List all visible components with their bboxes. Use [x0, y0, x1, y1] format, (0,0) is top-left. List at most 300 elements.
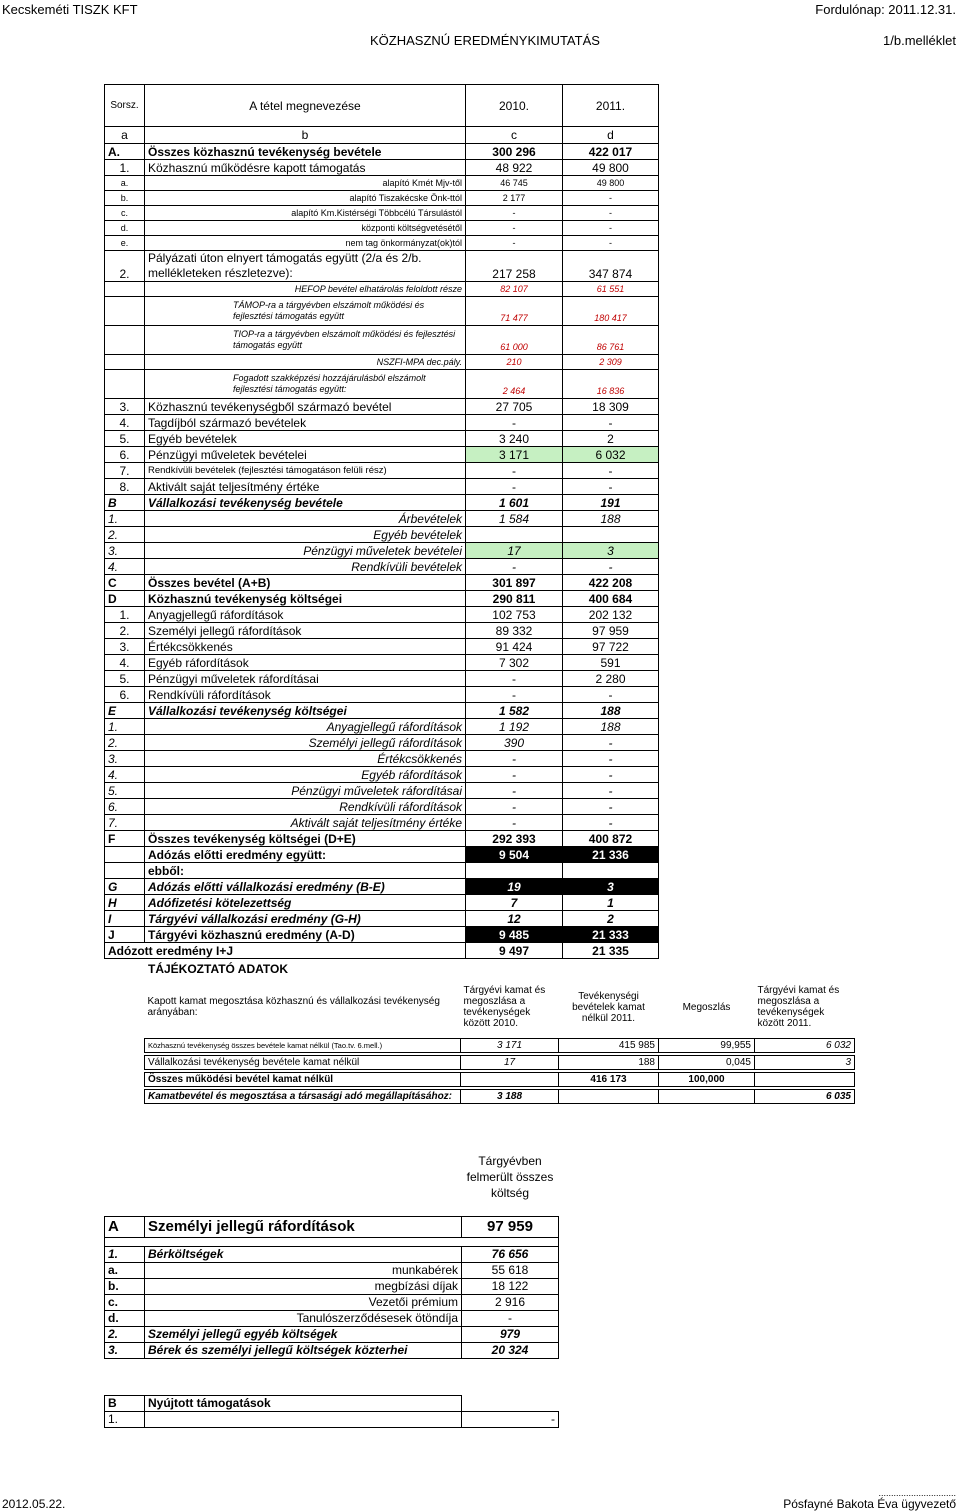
- signature-dots: ...............................: [878, 1488, 956, 1498]
- row-label: Közhasznú tevékenységből származó bevétel: [145, 399, 466, 415]
- table-row: [105, 370, 659, 399]
- row-value-2011: -: [563, 191, 659, 206]
- personnel-row-number: A: [105, 1217, 145, 1238]
- personnel-row-value: 55 618: [462, 1263, 559, 1279]
- personnel-row-value: 97 959: [462, 1217, 559, 1238]
- row-value-2011: 2 280: [563, 671, 659, 687]
- personnel-row: [105, 1343, 559, 1359]
- row-number: [105, 355, 145, 370]
- table-row: [105, 543, 659, 559]
- info-col-3: Megoszlás: [682, 1001, 731, 1013]
- row-value-2010: 9 504: [466, 847, 563, 863]
- table-row: [105, 282, 659, 297]
- row-value-2010: 48 922: [466, 160, 563, 176]
- support-title: Nyújtott támogatások: [145, 1396, 462, 1412]
- table-row: [105, 251, 659, 282]
- table-row: [105, 144, 659, 160]
- table-row: [105, 607, 659, 623]
- row-number: 2.: [105, 623, 145, 639]
- row-value-2010: 1 192: [466, 719, 563, 735]
- row-value-2010: -: [466, 799, 563, 815]
- row-label: alapító Km.Kistérségi Többcélú Társulástól: [145, 206, 466, 221]
- row-value-2011: 2: [563, 431, 659, 447]
- row-number: E: [105, 703, 145, 719]
- row-number: 1.: [105, 511, 145, 527]
- row-number: 6.: [105, 447, 145, 463]
- row-label: NSZFI-MPA dec.pály.: [145, 355, 466, 370]
- row-value-2010: 82 107: [466, 282, 563, 297]
- table-row: [105, 559, 659, 575]
- row-label: ebből:: [145, 863, 466, 879]
- row-value-2011: -: [563, 815, 659, 831]
- row-value-2011: 191: [563, 495, 659, 511]
- table-row: [105, 355, 659, 370]
- info-row: [145, 1090, 855, 1104]
- info-row-value: 3 171: [461, 1039, 559, 1053]
- table-row: [105, 655, 659, 671]
- row-label: Egyéb ráfordítások: [145, 655, 466, 671]
- row-value-2011: [563, 863, 659, 879]
- row-value-2010: -: [466, 751, 563, 767]
- row-number: a.: [105, 176, 145, 191]
- row-value-2010: 300 296: [466, 144, 563, 160]
- table-row: [105, 447, 659, 463]
- support-row: [105, 1412, 559, 1428]
- row-number: [105, 847, 145, 863]
- table-row: [105, 431, 659, 447]
- personnel-row-number: a.: [105, 1263, 145, 1279]
- info-row-label: Közhasznú tevékenység összes bevétele kamat nélkül (Tao.tv. 6.mell.): [145, 1039, 461, 1053]
- table-row: [105, 191, 659, 206]
- row-value-2011: 97 722: [563, 639, 659, 655]
- row-number: 4.: [105, 655, 145, 671]
- signer-name: Pósfayné Bakota Éva ügyvezető: [783, 1497, 956, 1511]
- row-label: Értékcsökkenés: [145, 639, 466, 655]
- col-header-2011: 2011.: [563, 85, 659, 127]
- row-value-2010: -: [466, 783, 563, 799]
- row-value-2010: -: [466, 687, 563, 703]
- row-label: Összes közhasznú tevékenység bevétele: [145, 144, 466, 160]
- row-number: I: [105, 911, 145, 927]
- row-value-2010: 27 705: [466, 399, 563, 415]
- row-value-2011: 188: [563, 703, 659, 719]
- row-number: d.: [105, 221, 145, 236]
- row-label: TIOP-ra a tárgyévben elszámolt működési és fejlesztési támogatás együtt: [145, 326, 466, 355]
- col-letter-c: c: [466, 127, 563, 144]
- table-row: [105, 783, 659, 799]
- annex-label: 1/b.melléklet: [883, 33, 956, 48]
- personnel-row: [105, 1247, 559, 1263]
- info-row: [145, 1056, 855, 1070]
- row-number: 6.: [105, 687, 145, 703]
- row-value-2010: -: [466, 479, 563, 495]
- personnel-row-label: megbízási díjak: [145, 1279, 462, 1295]
- table-row: [105, 879, 659, 895]
- row-value-2011: 400 684: [563, 591, 659, 607]
- info-col-4: Tárgyévi kamat és megoszlása a tevékenységek között 2011.: [757, 985, 840, 1029]
- row-value-2010: [466, 863, 563, 879]
- income-statement-table: [104, 84, 659, 959]
- row-value-2011: 49 800: [563, 160, 659, 176]
- table-row: [105, 687, 659, 703]
- row-value-2010: -: [466, 206, 563, 221]
- personnel-row-value: 2 916: [462, 1295, 559, 1311]
- support-table: [104, 1395, 559, 1428]
- row-value-2011: -: [563, 767, 659, 783]
- personnel-row-label: Vezetői prémium: [145, 1295, 462, 1311]
- row-number: b.: [105, 191, 145, 206]
- row-number: 2.: [105, 735, 145, 751]
- row-value-2011: 3: [563, 879, 659, 895]
- personnel-row-value: 18 122: [462, 1279, 559, 1295]
- row-label: Közhasznú tevékenység költségei: [145, 591, 466, 607]
- table-row: [105, 221, 659, 236]
- info-row-value: 6 035: [755, 1090, 855, 1104]
- company-name: Kecskeméti TISZK KFT: [2, 2, 138, 17]
- row-value-2011: -: [563, 687, 659, 703]
- row-value-2010: 91 424: [466, 639, 563, 655]
- row-value-2011: 21 335: [563, 943, 659, 959]
- row-value-2011: 49 800: [563, 176, 659, 191]
- personnel-row-number: c.: [105, 1295, 145, 1311]
- row-number: 6.: [105, 799, 145, 815]
- row-number: A.: [105, 144, 145, 160]
- row-label: Összes bevétel (A+B): [145, 575, 466, 591]
- row-label: Egyéb bevételek: [145, 431, 466, 447]
- row-number: 5.: [105, 671, 145, 687]
- support-letter: B: [105, 1396, 145, 1412]
- row-value-2010: 3 171: [466, 447, 563, 463]
- personnel-row-number: b.: [105, 1279, 145, 1295]
- row-value-2011: -: [563, 206, 659, 221]
- row-label: Rendkívüli ráfordítások: [145, 687, 466, 703]
- row-label: alapító Tiszakécske Önk-ttól: [145, 191, 466, 206]
- row-value-2011: 21 333: [563, 927, 659, 943]
- personnel-row-value: 76 656: [462, 1247, 559, 1263]
- row-label: Anyagjellegű ráfordítások: [145, 607, 466, 623]
- table-row: [105, 527, 659, 543]
- info-row-value: 3: [755, 1056, 855, 1070]
- footer-date: 2012.05.22.: [2, 1497, 66, 1511]
- row-value-2011: -: [563, 415, 659, 431]
- row-value-2011: 97 959: [563, 623, 659, 639]
- page-title: KÖZHASZNÚ EREDMÉNYKIMUTATÁS: [370, 33, 600, 48]
- row-value-2010: 3 240: [466, 431, 563, 447]
- row-value-2010: 7: [466, 895, 563, 911]
- row-value-2010: 217 258: [466, 251, 563, 282]
- personnel-row-label: Személyi jellegű egyéb költségek: [145, 1327, 462, 1343]
- row-value-2011: -: [563, 236, 659, 251]
- table-row: [105, 399, 659, 415]
- personnel-col-head: Tárgyévben felmerült összes költség: [466, 1154, 554, 1200]
- table-row: [105, 895, 659, 911]
- row-label: Tárgyévi vállalkozási eredmény (G-H): [145, 911, 466, 927]
- personnel-row-label: Személyi jellegű ráfordítások: [145, 1217, 462, 1238]
- table-row: [105, 863, 659, 879]
- row-label: Pénzügyi műveletek bevételei: [145, 543, 466, 559]
- row-value-2010: 1 582: [466, 703, 563, 719]
- row-value-2011: 400 872: [563, 831, 659, 847]
- support-title-row: [105, 1396, 559, 1412]
- row-value-2010: 290 811: [466, 591, 563, 607]
- personnel-row: [105, 1217, 559, 1238]
- personnel-row: [105, 1263, 559, 1279]
- row-value-2011: 18 309: [563, 399, 659, 415]
- row-value-2011: 16 836: [563, 370, 659, 399]
- row-value-2011: 2 309: [563, 355, 659, 370]
- row-value-2010: 46 745: [466, 176, 563, 191]
- info-row-value: [755, 1073, 855, 1087]
- row-label: Vállalkozási tevékenység bevétele: [145, 495, 466, 511]
- row-label: Tárgyévi közhasznú eredmény (A-D): [145, 927, 466, 943]
- row-number: [105, 297, 145, 326]
- row-number: 7.: [105, 815, 145, 831]
- row-value-2011: 21 336: [563, 847, 659, 863]
- reporting-date: Fordulónap: 2011.12.31.: [815, 2, 956, 17]
- table-row: [105, 831, 659, 847]
- row-label: Személyi jellegű ráfordítások: [145, 623, 466, 639]
- row-label: Vállalkozási tevékenység költségei: [145, 703, 466, 719]
- row-number: B: [105, 495, 145, 511]
- table-row: [105, 799, 659, 815]
- row-number: [105, 370, 145, 399]
- col-letter-d: d: [563, 127, 659, 144]
- row-label: Összes tevékenység költségei (D+E): [145, 831, 466, 847]
- table-row: [105, 463, 659, 479]
- row-value-2011: 347 874: [563, 251, 659, 282]
- row-label: Adózás előtti eredmény együtt:: [145, 847, 466, 863]
- row-label: Egyéb ráfordítások: [145, 767, 466, 783]
- support-row-number: 1.: [105, 1412, 145, 1428]
- row-label: Adófizetési kötelezettség: [145, 895, 466, 911]
- col-header-name: A tétel megnevezése: [145, 85, 466, 127]
- row-label: alapító Kmét Mjv-től: [145, 176, 466, 191]
- table-row: [105, 847, 659, 863]
- table-row: [105, 735, 659, 751]
- info-row-value: [461, 1073, 559, 1087]
- table-row: [105, 236, 659, 251]
- info-row-value: 17: [461, 1056, 559, 1070]
- info-col-1: Tárgyévi kamat és megoszlása a tevékenységek között 2010.: [463, 985, 546, 1029]
- row-label: Pénzügyi műveletek ráfordításai: [145, 783, 466, 799]
- table-row: [105, 703, 659, 719]
- table-row: [105, 623, 659, 639]
- info-row: [145, 1039, 855, 1053]
- personnel-row-value: -: [462, 1311, 559, 1327]
- row-value-2011: 202 132: [563, 607, 659, 623]
- info-row-value: 3 188: [461, 1090, 559, 1104]
- row-value-2010: 301 897: [466, 575, 563, 591]
- row-number: [105, 863, 145, 879]
- row-value-2010: 7 302: [466, 655, 563, 671]
- row-label: Tagdíjból származó bevételek: [145, 415, 466, 431]
- row-number: 5.: [105, 431, 145, 447]
- row-label: Rendkívüli bevételek: [145, 559, 466, 575]
- row-number: C: [105, 575, 145, 591]
- table-row: [105, 751, 659, 767]
- table-row: [105, 671, 659, 687]
- table-row: [105, 943, 659, 959]
- row-value-2010: 9 485: [466, 927, 563, 943]
- personnel-header-row: [105, 1138, 559, 1217]
- row-value-2010: 390: [466, 735, 563, 751]
- table-letter-row: [105, 127, 659, 144]
- personnel-row-label: Bérek és személyi jellegű költségek közterhei: [145, 1343, 462, 1359]
- row-label: Egyéb bevételek: [145, 527, 466, 543]
- row-value-2010: [466, 527, 563, 543]
- row-value-2010: 1 584: [466, 511, 563, 527]
- row-label: TÁMOP-ra a tárgyévben elszámolt működési és fejlesztési támogatás együtt: [145, 297, 466, 326]
- info-row-label: Vállalkozási tevékenység bevétele kamat nélkül: [145, 1056, 461, 1070]
- row-value-2010: 1 601: [466, 495, 563, 511]
- row-number: J: [105, 927, 145, 943]
- row-number: 1.: [105, 160, 145, 176]
- row-label: Árbevételek: [145, 511, 466, 527]
- row-value-2011: 188: [563, 719, 659, 735]
- row-value-2011: -: [563, 463, 659, 479]
- row-value-2011: -: [563, 221, 659, 236]
- row-value-2010: 9 497: [466, 943, 563, 959]
- table-row: [105, 495, 659, 511]
- row-value-2011: 2: [563, 911, 659, 927]
- row-value-2010: 2 177: [466, 191, 563, 206]
- row-number: [105, 326, 145, 355]
- row-label: Rendkívüli bevételek (fejlesztési támogatáson felüli rész): [145, 463, 466, 479]
- row-value-2011: 188: [563, 511, 659, 527]
- row-label: Pályázati úton elnyert támogatás együtt (2/a és 2/b. mellékleteken részletezve):: [145, 251, 466, 282]
- row-number: e.: [105, 236, 145, 251]
- table-row: [105, 927, 659, 943]
- row-value-2010: 89 332: [466, 623, 563, 639]
- row-value-2011: 61 551: [563, 282, 659, 297]
- row-number: [105, 282, 145, 297]
- row-value-2011: -: [563, 735, 659, 751]
- row-label: Anyagjellegű ráfordítások: [145, 719, 466, 735]
- personnel-row-number: d.: [105, 1311, 145, 1327]
- row-value-2010: 2 464: [466, 370, 563, 399]
- row-value-2011: 591: [563, 655, 659, 671]
- row-value-2011: -: [563, 479, 659, 495]
- row-label: Pénzügyi műveletek ráfordításai: [145, 671, 466, 687]
- table-row: [105, 911, 659, 927]
- row-label: nem tag önkormányzat(ok)tól: [145, 236, 466, 251]
- row-number: 4.: [105, 767, 145, 783]
- row-value-2010: -: [466, 236, 563, 251]
- row-number: Adózott eredmény I+J: [105, 943, 466, 959]
- table-row: [105, 719, 659, 735]
- info-row-value: 100,000: [659, 1073, 755, 1087]
- row-value-2010: -: [466, 767, 563, 783]
- row-number: 7.: [105, 463, 145, 479]
- row-label: Pénzügyi műveletek bevételei: [145, 447, 466, 463]
- info-header-row: [145, 976, 855, 1039]
- row-value-2011: 422 017: [563, 144, 659, 160]
- row-value-2011: 3: [563, 543, 659, 559]
- row-label: központi költségvetésétől: [145, 221, 466, 236]
- row-label: Aktivált saját teljesítmény értéke: [145, 815, 466, 831]
- row-number: 8.: [105, 479, 145, 495]
- row-value-2011: 86 761: [563, 326, 659, 355]
- table-row: [105, 326, 659, 355]
- table-row: [105, 511, 659, 527]
- row-label: Személyi jellegű ráfordítások: [145, 735, 466, 751]
- personnel-cost-table: [104, 1138, 559, 1359]
- info-row-value: 6 032: [755, 1039, 855, 1053]
- personnel-row-number: 2.: [105, 1327, 145, 1343]
- personnel-row-value: 20 324: [462, 1343, 559, 1359]
- interest-info-table: [144, 976, 855, 1104]
- table-row: [105, 767, 659, 783]
- table-row: [105, 176, 659, 191]
- row-label: Adózás előtti vállalkozási eredmény (B-E): [145, 879, 466, 895]
- row-number: 3.: [105, 639, 145, 655]
- row-label: Rendkívüli ráfordítások: [145, 799, 466, 815]
- info-row-value: 188: [559, 1056, 659, 1070]
- row-value-2010: -: [466, 815, 563, 831]
- row-number: 4.: [105, 559, 145, 575]
- row-value-2011: -: [563, 751, 659, 767]
- row-label: Fogadott szakképzési hozzájárulásból elszámolt fejlesztési támogatás együtt:: [145, 370, 466, 399]
- info-row-value: [659, 1090, 755, 1104]
- row-number: c.: [105, 206, 145, 221]
- row-number: G: [105, 879, 145, 895]
- row-label: HEFOP bevétel elhatárolás feloldott része: [145, 282, 466, 297]
- row-value-2010: 19: [466, 879, 563, 895]
- personnel-row: [105, 1327, 559, 1343]
- personnel-row-label: munkabérek: [145, 1263, 462, 1279]
- row-value-2011: -: [563, 783, 659, 799]
- row-value-2010: -: [466, 415, 563, 431]
- row-value-2011: 1: [563, 895, 659, 911]
- personnel-row: [105, 1295, 559, 1311]
- table-row: [105, 297, 659, 326]
- col-header-2010: 2010.: [466, 85, 563, 127]
- row-value-2011: -: [563, 559, 659, 575]
- info-row: [145, 1073, 855, 1087]
- row-value-2011: 422 208: [563, 575, 659, 591]
- table-row: [105, 415, 659, 431]
- personnel-row-label: Bérköltségek: [145, 1247, 462, 1263]
- personnel-row-value: 979: [462, 1327, 559, 1343]
- info-row-value: [559, 1090, 659, 1104]
- row-value-2010: -: [466, 463, 563, 479]
- row-label: Közhasznú működésre kapott támogatás: [145, 160, 466, 176]
- row-number: 2.: [105, 527, 145, 543]
- row-number: D: [105, 591, 145, 607]
- row-value-2011: 180 417: [563, 297, 659, 326]
- table-header-row: [105, 85, 659, 127]
- row-value-2011: [563, 527, 659, 543]
- row-value-2010: 71 477: [466, 297, 563, 326]
- personnel-row-label: Tanulószerződésesek ötöndíja: [145, 1311, 462, 1327]
- info-row-label: Összes működési bevétel kamat nélkül: [145, 1073, 461, 1087]
- info-row-value: 415 985: [559, 1039, 659, 1053]
- table-row: [105, 815, 659, 831]
- table-row: [105, 160, 659, 176]
- row-label: Értékcsökkenés: [145, 751, 466, 767]
- personnel-row: [105, 1279, 559, 1295]
- col-header-sorsz: Sorsz.: [105, 85, 145, 127]
- row-number: 3.: [105, 543, 145, 559]
- personnel-row-number: 3.: [105, 1343, 145, 1359]
- row-value-2010: 102 753: [466, 607, 563, 623]
- row-number: 3.: [105, 751, 145, 767]
- info-row-label: Kamatbevétel és megosztása a társasági adó megállapításához:: [145, 1090, 461, 1104]
- col-letter-b: b: [145, 127, 466, 144]
- row-number: 1.: [105, 607, 145, 623]
- table-row: [105, 591, 659, 607]
- table-row: [105, 639, 659, 655]
